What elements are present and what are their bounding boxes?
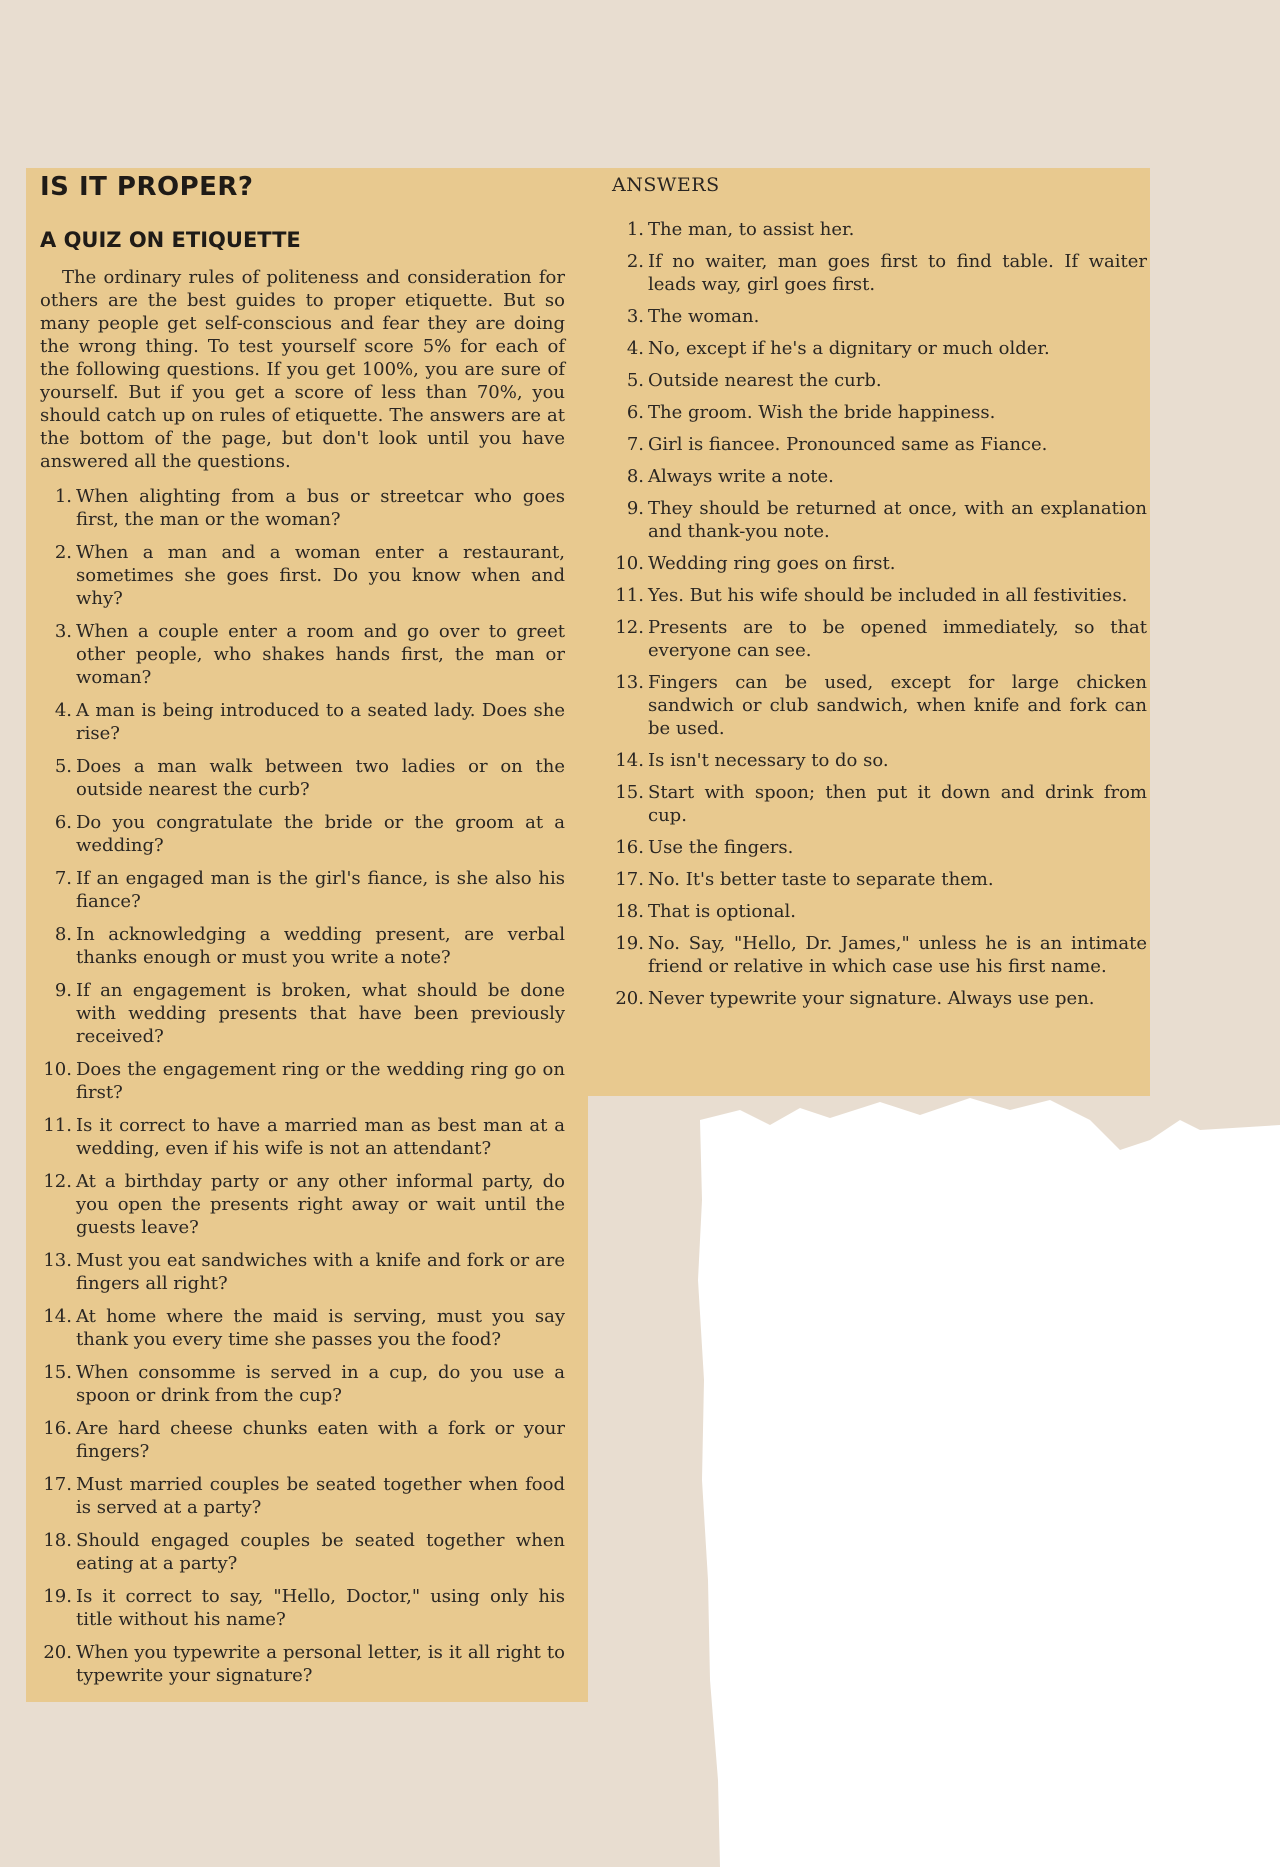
answer-item [612,781,1147,827]
question-item-number: 18. [43,1530,72,1551]
question-item-number: 7. [54,868,72,889]
question-item-text: At home where the maid is serving, must you say thank you every time she passes you the food? [76,1306,565,1350]
answer-item-text: Is isn't necessary to do so. [648,750,889,771]
answer-item-number: 12. [615,617,644,638]
intro-paragraph: The ordinary rules of politeness and consideration for others are the best guides to proper etiquette. But so many people get self-conscious and fear they are doing the wrong thing. To test yourself score 5% for each of the following questions. If you get 100%, you are sure of yourself. But if you get a score of less than 70%, you should catch up on rules of etiquette. The answers are at the bottom of the page, but don't look until you have answered all the questions. [40,267,565,472]
answer-item-number: 15. [615,782,644,803]
question-item [40,1641,565,1687]
question-item-number: 9. [54,980,72,1001]
question-item-text: When consomme is served in a cup, do you use a spoon or drink from the cup? [76,1362,565,1406]
question-item-number: 15. [43,1362,72,1383]
question-item [40,1170,565,1239]
question-item [40,923,565,969]
question-item [40,1417,565,1463]
answer-item-number: 6. [626,402,644,423]
answer-item [612,305,1147,328]
question-item-number: 6. [54,812,72,833]
question-item [40,1529,565,1575]
page-title: IS IT PROPER? [40,172,254,202]
question-list [40,485,565,1687]
answer-item-text: Use the fingers. [648,837,794,858]
question-item-text: If an engagement is broken, what should be done with wedding presents that have been previously received? [76,980,565,1047]
answer-item-text: Presents are to be opened immediately, so that everyone can see. [648,617,1147,661]
answer-item-number: 16. [615,837,644,858]
question-item [40,1473,565,1519]
question-item-text: Do you congratulate the bride or the groom at a wedding? [76,812,565,856]
answer-item-text: Girl is fiancee. Pronounced same as Fiance. [648,434,1048,455]
quiz-column [40,172,565,1697]
answer-item-text: The woman. [648,306,760,327]
answer-item-text: Always write a note. [648,466,834,487]
answer-item [612,987,1147,1010]
answer-item-number: 10. [615,553,644,574]
question-item-number: 14. [43,1306,72,1327]
question-item-number: 10. [43,1059,72,1080]
question-item-number: 20. [43,1642,72,1663]
question-item-text: When a man and a woman enter a restaurant, sometimes she goes first. Do you know when and why? [76,542,565,609]
question-item [40,620,565,689]
answer-item-number: 11. [615,585,644,606]
answer-item-text: Wedding ring goes on first. [648,553,896,574]
answer-item [612,552,1147,575]
question-item [40,979,565,1048]
question-item-number: 2. [54,542,72,563]
question-item-text: Must married couples be seated together when food is served at a party? [76,1474,565,1518]
question-item-text: In acknowledging a wedding present, are verbal thanks enough or must you write a note? [76,924,565,968]
answer-item [612,616,1147,662]
question-item-text: When alighting from a bus or streetcar who goes first, the man or the woman? [76,486,565,530]
question-item [40,1361,565,1407]
quiz-subtitle: A QUIZ ON ETIQUETTE [40,228,301,252]
answer-item-text: Never typewrite your signature. Always use pen. [648,988,1095,1009]
answer-item-number: 19. [615,933,644,954]
question-item-number: 1. [54,486,72,507]
answer-item-number: 5. [626,370,644,391]
answer-item-number: 9. [626,498,644,519]
answer-item-number: 4. [626,338,644,359]
question-item-number: 19. [43,1586,72,1607]
question-item-text: When a couple enter a room and go over to greet other people, who shakes hands first, the man or woman? [76,621,565,688]
answer-item [612,218,1147,241]
question-item-text: Does a man walk between two ladies or on the outside nearest the curb? [76,756,565,800]
question-item [40,1305,565,1351]
answer-item-text: The groom. Wish the bride happiness. [648,402,996,423]
answer-item [612,250,1147,296]
question-item-text: Are hard cheese chunks eaten with a fork or your fingers? [76,1418,565,1462]
answer-item [612,836,1147,859]
question-item [40,1585,565,1631]
answers-column [612,170,1147,1019]
answer-item [612,337,1147,360]
question-item [40,867,565,913]
answers-heading: ANSWERS [612,174,720,196]
question-item [40,1114,565,1160]
answer-item [612,497,1147,543]
answer-item-number: 3. [626,306,644,327]
answer-item [612,900,1147,923]
answer-item [612,401,1147,424]
question-item [40,1249,565,1295]
answer-item-text: The man, to assist her. [648,219,855,240]
answer-item-text: They should be returned at once, with an explanation and thank-you note. [648,498,1147,542]
question-item-number: 13. [43,1250,72,1271]
answer-item [612,433,1147,456]
question-item [40,699,565,745]
answer-item-text: If no waiter, man goes first to find table. If waiter leads way, girl goes first. [648,251,1147,295]
question-item-text: Does the engagement ring or the wedding ring go on first? [76,1059,565,1103]
question-item [40,811,565,857]
question-item-number: 4. [54,700,72,721]
answer-item [612,465,1147,488]
answer-item-number: 13. [615,672,644,693]
answer-item-number: 2. [626,251,644,272]
torn-paper-area [680,1080,1280,1867]
question-item [40,755,565,801]
answer-item [612,584,1147,607]
question-item-number: 17. [43,1474,72,1495]
question-item [40,485,565,531]
answer-item-text: No. It's better taste to separate them. [648,869,994,890]
answer-item-number: 20. [615,988,644,1009]
answer-item-text: That is optional. [648,901,796,922]
question-item-text: Is it correct to say, "Hello, Doctor," using only his title without his name? [76,1586,565,1630]
answer-item-number: 7. [626,434,644,455]
question-item-text: A man is being introduced to a seated lady. Does she rise? [76,700,565,744]
answer-item [612,932,1147,978]
answer-item [612,749,1147,772]
question-item-text: Must you eat sandwiches with a knife and fork or are fingers all right? [76,1250,565,1294]
question-item-text: If an engaged man is the girl's fiance, is she also his fiance? [76,868,565,912]
answer-item-text: No, except if he's a dignitary or much older. [648,338,1050,359]
question-item-number: 5. [54,756,72,777]
answer-item-number: 17. [615,869,644,890]
answer-item-text: No. Say, "Hello, Dr. James," unless he is an intimate friend or relative in which case use his first name. [648,933,1147,977]
question-item-number: 11. [43,1115,72,1136]
question-item [40,541,565,610]
answer-item-number: 1. [626,219,644,240]
answer-item-text: Outside nearest the curb. [648,370,882,391]
question-item-number: 3. [54,621,72,642]
question-item-text: Should engaged couples be seated together when eating at a party? [76,1530,565,1574]
question-item-number: 8. [54,924,72,945]
question-item-number: 16. [43,1418,72,1439]
answer-item-number: 8. [626,466,644,487]
answer-list [612,218,1147,1010]
question-item [40,1058,565,1104]
question-item-text: When you typewrite a personal letter, is it all right to typewrite your signature? [76,1642,565,1686]
question-item-text: At a birthday party or any other informal party, do you open the presents right away or wait until the guests leave? [76,1171,565,1238]
answer-item [612,369,1147,392]
answer-item-number: 18. [615,901,644,922]
answer-item-text: Start with spoon; then put it down and drink from cup. [648,782,1147,826]
answer-item [612,671,1147,740]
answer-item-text: Yes. But his wife should be included in all festivities. [648,585,1128,606]
answer-item-text: Fingers can be used, except for large chicken sandwich or club sandwich, when knife and fork can be used. [648,672,1147,739]
question-item-number: 12. [43,1171,72,1192]
answer-item [612,868,1147,891]
question-item-text: Is it correct to have a married man as best man at a wedding, even if his wife is not an attendant? [76,1115,565,1159]
answer-item-number: 14. [615,750,644,771]
